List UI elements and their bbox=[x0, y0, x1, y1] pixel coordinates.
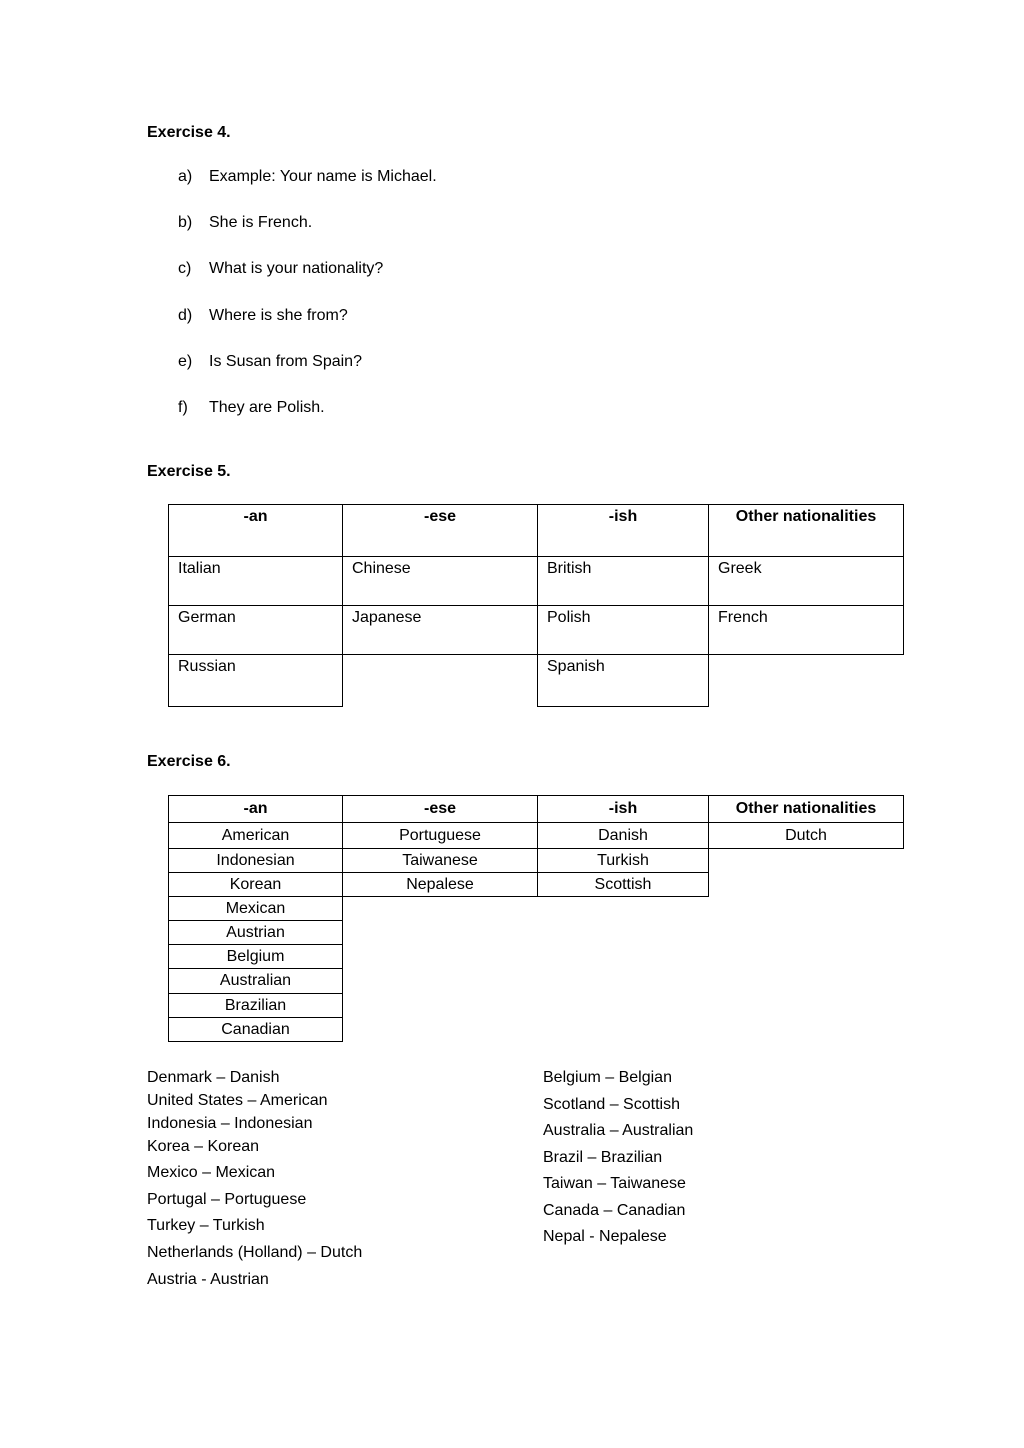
table-cell: Russian bbox=[169, 655, 343, 707]
exercise-5-title: Exercise 5. bbox=[147, 463, 231, 480]
item-text: Example: Your name is Michael. bbox=[209, 168, 437, 185]
table-row bbox=[169, 606, 904, 655]
table-cell-empty bbox=[538, 994, 709, 1018]
table-cell: Brazilian bbox=[169, 994, 343, 1018]
table-cell-empty bbox=[343, 1018, 538, 1042]
list-item: Mexico – Mexican bbox=[147, 1164, 276, 1181]
table-cell: Scottish bbox=[538, 873, 709, 897]
item-letter: b) bbox=[178, 214, 193, 232]
table-cell-empty bbox=[709, 873, 904, 897]
table-row bbox=[169, 994, 904, 1018]
country-pairs-right bbox=[543, 1068, 693, 1254]
table-row bbox=[169, 969, 904, 994]
table-cell: Greek bbox=[709, 557, 904, 606]
table-row bbox=[169, 921, 904, 945]
table-cell: Japanese bbox=[343, 606, 538, 655]
item-text: She is French. bbox=[209, 214, 313, 232]
list-item: United States – American bbox=[147, 1092, 328, 1109]
table-cell-empty bbox=[709, 655, 904, 707]
table-cell-empty bbox=[343, 897, 538, 921]
table-cell-empty bbox=[709, 969, 904, 994]
country-pairs-left bbox=[147, 1068, 362, 1296]
table-row bbox=[169, 1018, 904, 1042]
table-row bbox=[169, 823, 904, 849]
table-cell-empty bbox=[709, 921, 904, 945]
item-text: Is Susan from Spain? bbox=[209, 352, 362, 370]
column-header-ish: -ish bbox=[538, 796, 709, 823]
item-text: Where is she from? bbox=[209, 306, 348, 324]
item-text: They are Polish. bbox=[209, 398, 325, 416]
item-letter: d) bbox=[178, 306, 193, 324]
table-cell: British bbox=[538, 557, 709, 606]
table-row bbox=[169, 945, 904, 969]
table-row bbox=[169, 557, 904, 606]
table-cell-empty bbox=[343, 921, 538, 945]
list-item: Turkey – Turkish bbox=[147, 1217, 265, 1234]
exercise-6-table bbox=[168, 795, 904, 1042]
table-cell-empty bbox=[709, 897, 904, 921]
table-cell: German bbox=[169, 606, 343, 655]
table-cell: Austrian bbox=[169, 921, 343, 945]
list-item bbox=[178, 213, 437, 259]
table-cell: Nepalese bbox=[343, 873, 538, 897]
table-cell-empty bbox=[343, 945, 538, 969]
item-letter: e) bbox=[178, 352, 193, 370]
table-cell-empty bbox=[709, 1018, 904, 1042]
table-cell-empty bbox=[343, 969, 538, 994]
column-header-ese: -ese bbox=[343, 505, 538, 557]
table-cell-empty bbox=[538, 969, 709, 994]
table-header-row bbox=[169, 796, 904, 823]
table-cell: Belgium bbox=[169, 945, 343, 969]
list-item bbox=[178, 259, 437, 305]
table-cell: Korean bbox=[169, 873, 343, 897]
table-cell-empty bbox=[538, 945, 709, 969]
table-cell: Danish bbox=[538, 823, 709, 849]
table-cell: French bbox=[709, 606, 904, 655]
table-cell: Portuguese bbox=[343, 823, 538, 849]
table-cell-empty bbox=[709, 994, 904, 1018]
exercise-6-title: Exercise 6. bbox=[147, 753, 231, 770]
table-cell-empty bbox=[538, 1018, 709, 1042]
list-item bbox=[178, 306, 437, 352]
column-header-an: -an bbox=[169, 505, 343, 557]
table-row bbox=[169, 897, 904, 921]
table-cell: Spanish bbox=[538, 655, 709, 707]
table-cell: Indonesian bbox=[169, 849, 343, 873]
list-item: Taiwan – Taiwanese bbox=[543, 1175, 686, 1192]
table-cell-empty bbox=[343, 994, 538, 1018]
list-item: Australia – Australian bbox=[543, 1122, 694, 1139]
list-item: Portugal – Portuguese bbox=[147, 1191, 307, 1208]
table-cell: Turkish bbox=[538, 849, 709, 873]
list-item: Belgium – Belgian bbox=[543, 1069, 672, 1086]
list-item: Canada – Canadian bbox=[543, 1201, 686, 1219]
table-cell: American bbox=[169, 823, 343, 849]
table-row bbox=[169, 849, 904, 873]
table-cell: Dutch bbox=[709, 823, 904, 849]
table-cell: Australian bbox=[169, 969, 343, 994]
item-letter: a) bbox=[178, 168, 193, 185]
column-header-an: -an bbox=[169, 796, 343, 823]
table-cell: Italian bbox=[169, 557, 343, 606]
list-item: Netherlands (Holland) – Dutch bbox=[147, 1244, 363, 1261]
list-item: Brazil – Brazilian bbox=[543, 1148, 663, 1166]
list-item: Scotland – Scottish bbox=[543, 1095, 680, 1113]
table-header-row bbox=[169, 505, 904, 557]
table-cell: Taiwanese bbox=[343, 849, 538, 873]
exercise-4-title: Exercise 4. bbox=[147, 124, 231, 141]
table-cell: Canadian bbox=[169, 1018, 343, 1042]
column-header-ese: -ese bbox=[343, 796, 538, 823]
list-item: Korea – Korean bbox=[147, 1138, 260, 1155]
table-cell-empty bbox=[709, 945, 904, 969]
column-header-other: Other nationalities bbox=[709, 505, 904, 557]
item-text: What is your nationality? bbox=[209, 260, 384, 278]
list-item: Austria - Austrian bbox=[147, 1271, 269, 1288]
list-item bbox=[178, 398, 437, 444]
table-cell-empty bbox=[709, 849, 904, 873]
table-cell-empty bbox=[343, 655, 538, 707]
list-item bbox=[178, 352, 437, 398]
table-cell: Chinese bbox=[343, 557, 538, 606]
column-header-ish: -ish bbox=[538, 505, 709, 557]
table-cell: Mexican bbox=[169, 897, 343, 921]
item-letter: c) bbox=[178, 260, 192, 278]
table-cell-empty bbox=[538, 897, 709, 921]
exercise-4-list bbox=[178, 167, 437, 444]
list-item: Nepal - Nepalese bbox=[543, 1228, 667, 1245]
table-row bbox=[169, 873, 904, 897]
list-item: Denmark – Danish bbox=[147, 1069, 280, 1086]
exercise-5-table bbox=[168, 504, 904, 707]
column-header-other: Other nationalities bbox=[709, 796, 904, 823]
table-row bbox=[169, 655, 904, 707]
list-item bbox=[178, 167, 437, 213]
item-letter: f) bbox=[178, 398, 188, 416]
table-cell-empty bbox=[538, 921, 709, 945]
table-cell: Polish bbox=[538, 606, 709, 655]
list-item: Indonesia – Indonesian bbox=[147, 1115, 313, 1132]
